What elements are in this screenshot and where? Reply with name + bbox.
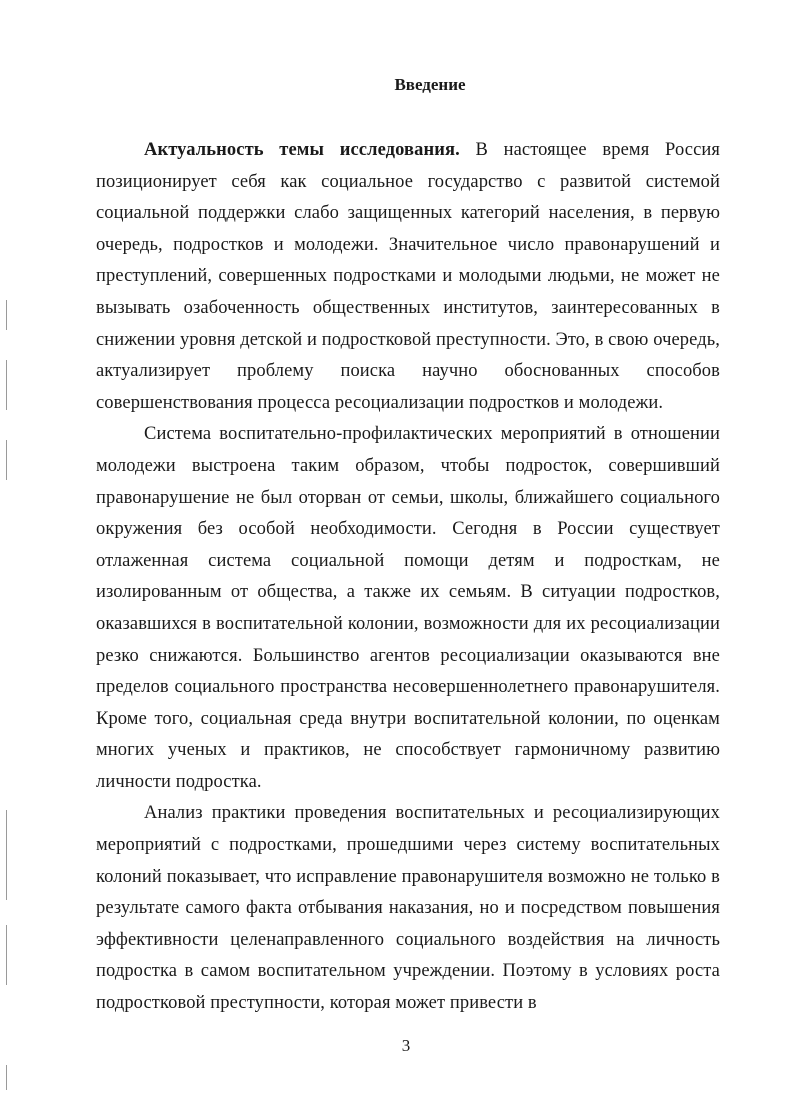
paragraph-practice-analysis	[96, 798, 720, 1019]
paragraph-prevention-system	[96, 419, 720, 798]
body-text	[96, 135, 720, 1020]
paragraph-lead: Актуальность темы исследования.	[144, 140, 460, 160]
scan-artifact	[6, 300, 7, 330]
page-number: 3	[401, 1036, 411, 1055]
scan-artifact	[6, 360, 7, 410]
scan-artifact	[6, 810, 7, 900]
paragraph-text: Анализ практики проведения воспитательных и ресоциализирующих мероприятий с подростками, прошедшими через систему воспитательных колоний показывает, что исправление правонарушителя возможно не только в результате самого факта отбывания наказания, но и посредством повышения эффективности целенаправленного социального воздействия на личность подростка в самом воспитательном учреждении. Поэтому в условиях роста подростковой преступности, которая может привести в	[96, 803, 720, 1014]
paragraph-text: В настоящее время Россия позиционирует себя как социальное государство с развитой системой социальной поддержки слабо защищенных категорий населения, в первую очередь, подростков и молодежи. Значительное число правонарушений и преступлений, совершенных подростками и молодыми людьми, не может не вызывать озабоченность общественных институтов, заинтересованных в снижении уровня детской и подростковой преступности. Это, в свою очередь, актуализирует проблему поиска научно обоснованных способов совершенствования процесса ресоциализации подростков и молодежи.	[96, 140, 720, 413]
scan-artifact	[6, 925, 7, 985]
paragraph-text: Система воспитательно-профилактических мероприятий в отношении молодежи выстроена таким образом, чтобы подросток, совершивший правонарушение не был оторван от семьи, школы, ближайшего социального окружения без особой необходимости. Сегодня в России существует отлаженная система социальной помощи детям и подросткам, не изолированным от общества, а также их семьям. В ситуации подростков, оказавшихся в воспитательной колонии, возможности для их ресоциализации резко снижаются. Большинство агентов ресоциализации оказываются вне пределов социального пространства несовершеннолетнего правонарушителя. Кроме того, социальная среда внутри воспитательной колонии, по оценкам многих ученых и практиков, не способствует гармоничному развитию личности подростка.	[96, 424, 720, 792]
scan-artifact	[6, 440, 7, 480]
paragraph-relevance	[96, 135, 720, 419]
page-title: Введение	[394, 75, 466, 94]
scan-artifact	[6, 1065, 7, 1090]
